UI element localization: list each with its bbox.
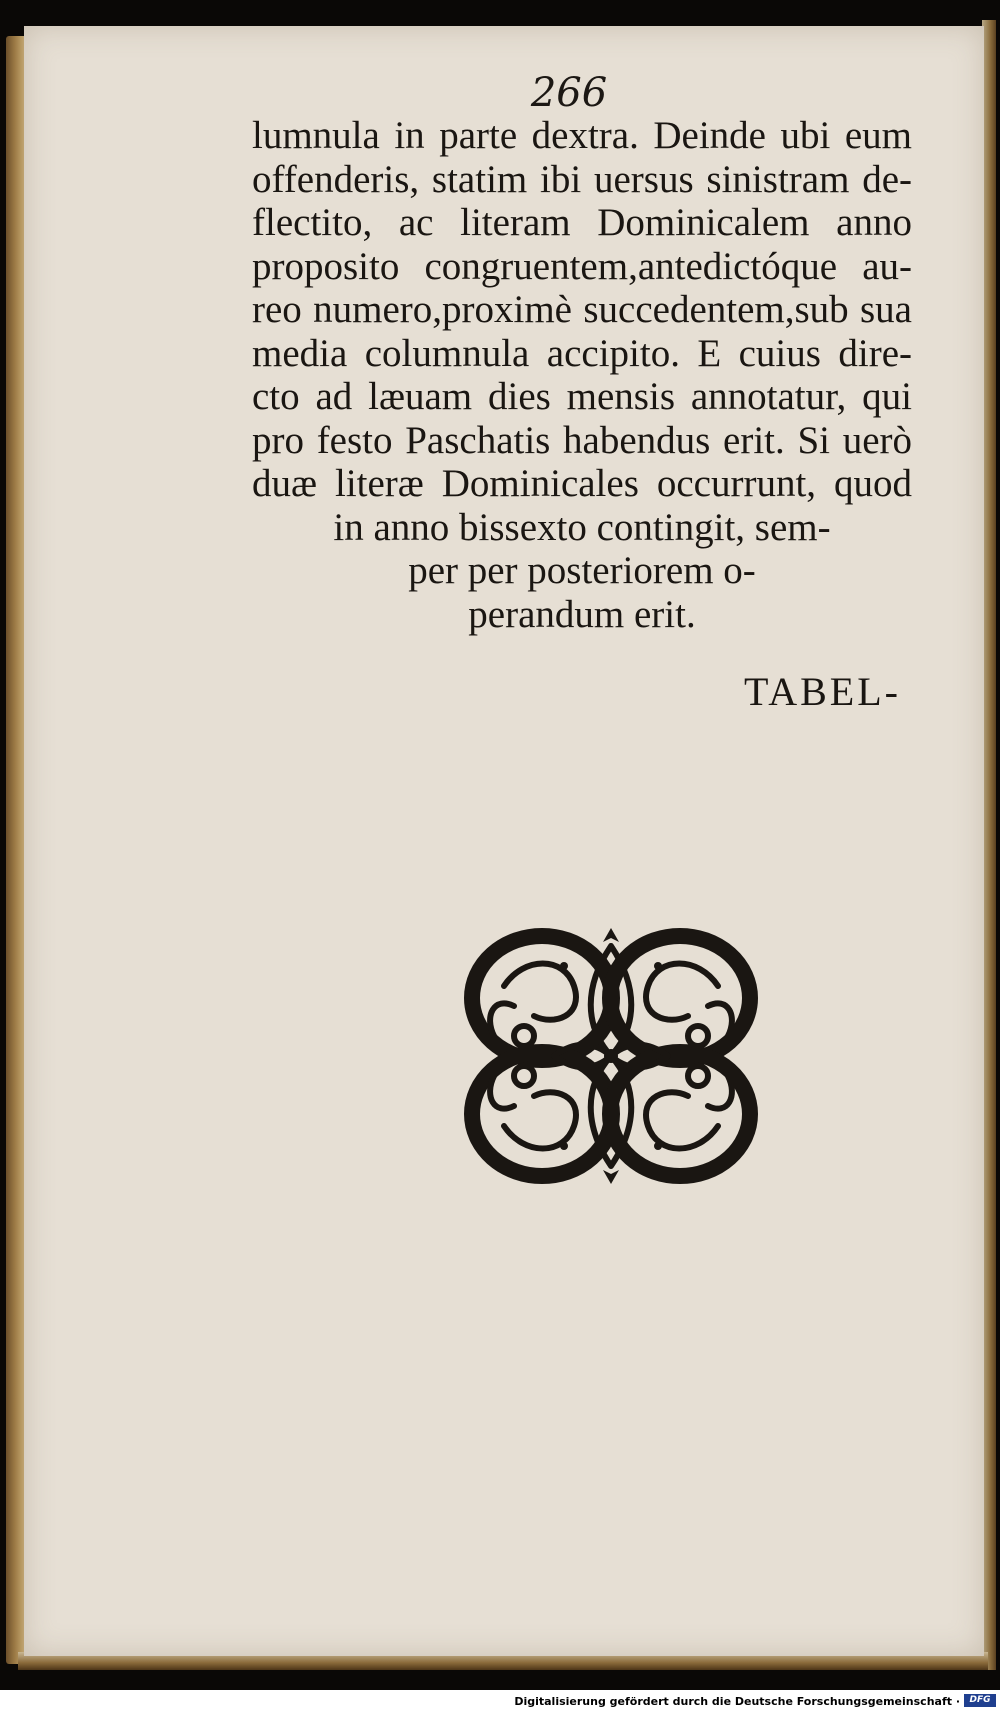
book-page	[24, 26, 984, 1656]
text-line: reo numero,proximè succedentem,sub sua	[252, 288, 912, 331]
dfg-logo-icon: DFG	[964, 1694, 996, 1707]
text-line: pro festo Paschatis habendus erit. Si uerò	[252, 418, 912, 462]
printers-fleuron-ornament-icon	[464, 926, 758, 1186]
page-number: 266	[530, 70, 608, 116]
text-line: perandum erit.	[468, 592, 696, 636]
book-edge-right	[982, 20, 996, 1670]
text-line: cto ad læuam dies mensis annotatur, qui	[252, 375, 912, 418]
text-line: in anno bissexto contingit, sem-	[333, 505, 831, 549]
text-line: proposito congruentem,antedictóque au-	[252, 244, 912, 288]
text-line: media columnula accipito. E cuius dire-	[252, 331, 912, 375]
text-line: per per posteriorem o-	[408, 549, 756, 592]
text-line: flectito, ac literam Dominicalem anno	[252, 201, 912, 244]
funding-credit: Digitalisierung gefördert durch die Deutsche Forschungsgemeinschaft ·	[514, 1695, 960, 1708]
body-text	[252, 114, 912, 636]
text-line: offenderis, statim ibi uersus sinistram de-	[252, 157, 912, 201]
text-line: duæ literæ Dominicales occurrunt, quod	[252, 462, 912, 505]
catchword: TABEL-	[744, 669, 901, 714]
text-line: lumnula in parte dextra. Deinde ubi eum	[252, 114, 912, 157]
